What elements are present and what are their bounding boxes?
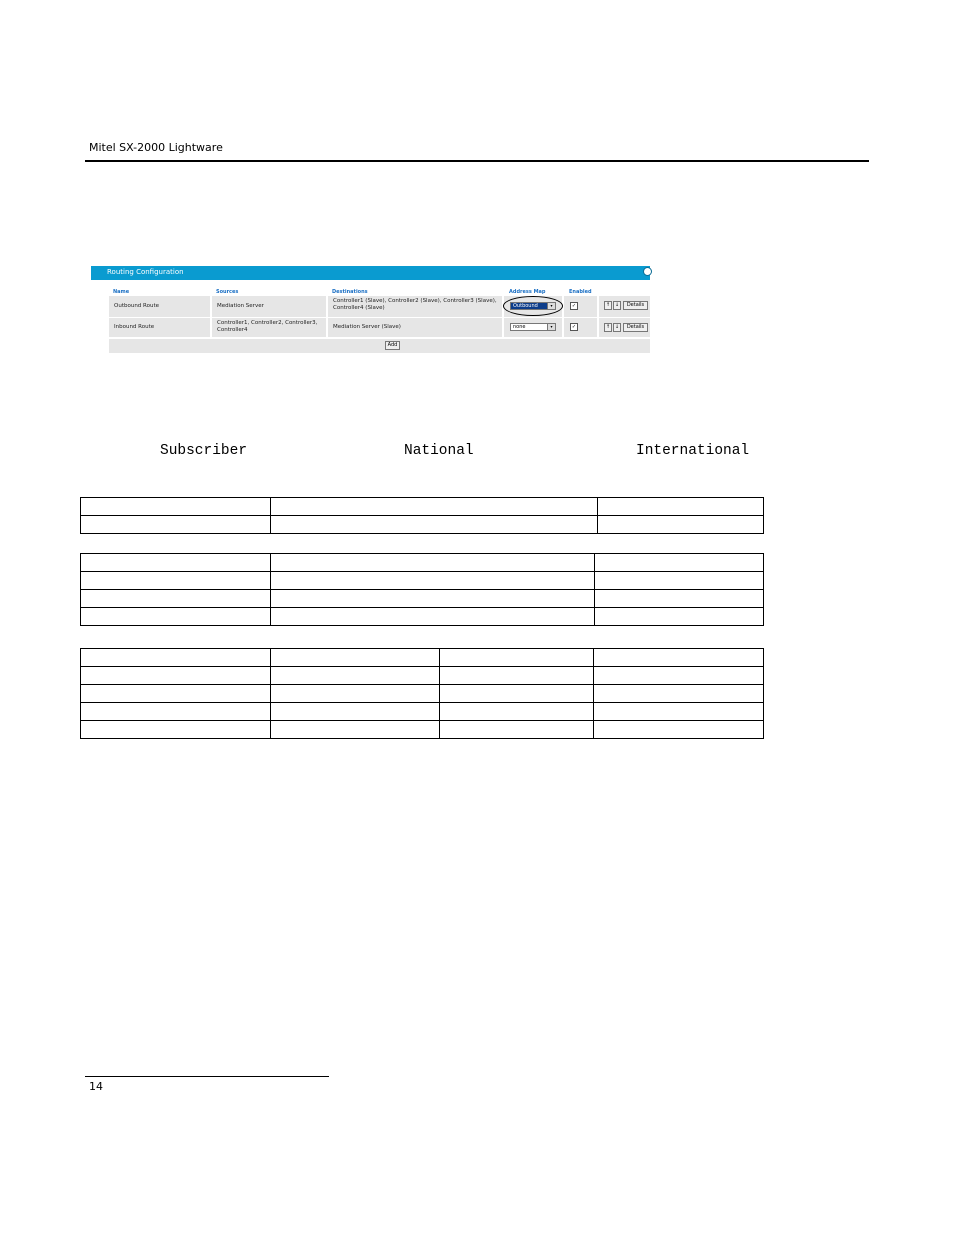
highlight-ellipse bbox=[503, 296, 563, 316]
enabled-checkbox[interactable]: ✓ bbox=[571, 303, 577, 309]
move-down-button[interactable]: ↓ bbox=[614, 302, 620, 308]
table-row bbox=[81, 590, 764, 608]
page-number: 14 bbox=[89, 1080, 103, 1093]
empty-table-3 bbox=[80, 648, 764, 739]
panel-titlebar bbox=[91, 266, 650, 280]
table-row bbox=[81, 649, 764, 667]
chevron-down-icon: ▾ bbox=[547, 303, 555, 309]
table-row bbox=[81, 608, 764, 626]
table-row bbox=[81, 498, 764, 516]
panel-title: Routing Configuration bbox=[107, 268, 184, 276]
column-header-address-map: Address Map bbox=[509, 289, 546, 295]
address-map-select[interactable]: Outbound ▾ bbox=[510, 302, 556, 310]
heading-national: National bbox=[404, 443, 474, 459]
route-destinations: Mediation Server (Slave) bbox=[333, 324, 401, 330]
move-up-button[interactable]: ↑ bbox=[605, 302, 611, 308]
table-row bbox=[109, 296, 650, 317]
route-name: Inbound Route bbox=[114, 324, 155, 330]
document-header: Mitel SX-2000 Lightware bbox=[89, 141, 223, 154]
add-button[interactable]: Add bbox=[385, 341, 400, 350]
add-bar bbox=[109, 339, 650, 353]
enabled-checkbox[interactable]: ✓ bbox=[571, 324, 577, 330]
table-row bbox=[81, 516, 764, 534]
heading-international: International bbox=[636, 443, 750, 459]
empty-table-1 bbox=[80, 497, 764, 534]
table-row bbox=[81, 572, 764, 590]
empty-table-2 bbox=[80, 553, 764, 626]
table-row bbox=[81, 554, 764, 572]
heading-subscriber: Subscriber bbox=[160, 443, 248, 459]
route-name: Outbound Route bbox=[114, 303, 160, 309]
route-sources: Mediation Server bbox=[217, 303, 264, 309]
header-rule bbox=[85, 160, 869, 162]
routing-config-panel bbox=[91, 266, 650, 353]
table-row bbox=[109, 318, 650, 337]
route-destinations: Controller1 (Slave), Controller2 (Slave), Controller3 (Slave), Controller4 (Slave) bbox=[333, 298, 497, 311]
column-header-destinations: Destinations bbox=[332, 289, 368, 295]
column-header-sources: Sources bbox=[216, 289, 239, 295]
footnote-rule bbox=[85, 1076, 329, 1077]
address-map-select[interactable]: none ▾ bbox=[510, 323, 556, 331]
table-row bbox=[81, 703, 764, 721]
details-button[interactable]: Details bbox=[623, 301, 648, 310]
route-sources: Controller1, Controller2, Controller3, Controller4 bbox=[217, 320, 318, 333]
table-row bbox=[81, 721, 764, 739]
move-up-button[interactable]: ↑ bbox=[605, 324, 611, 330]
table-row bbox=[81, 685, 764, 703]
collapse-icon[interactable] bbox=[643, 267, 652, 276]
column-header-enabled: Enabled bbox=[569, 289, 592, 295]
chevron-down-icon: ▾ bbox=[547, 324, 555, 330]
move-down-button[interactable]: ↓ bbox=[614, 324, 620, 330]
details-button[interactable]: Details bbox=[623, 323, 648, 332]
table-row bbox=[81, 667, 764, 685]
column-header-name: Name bbox=[113, 289, 130, 295]
